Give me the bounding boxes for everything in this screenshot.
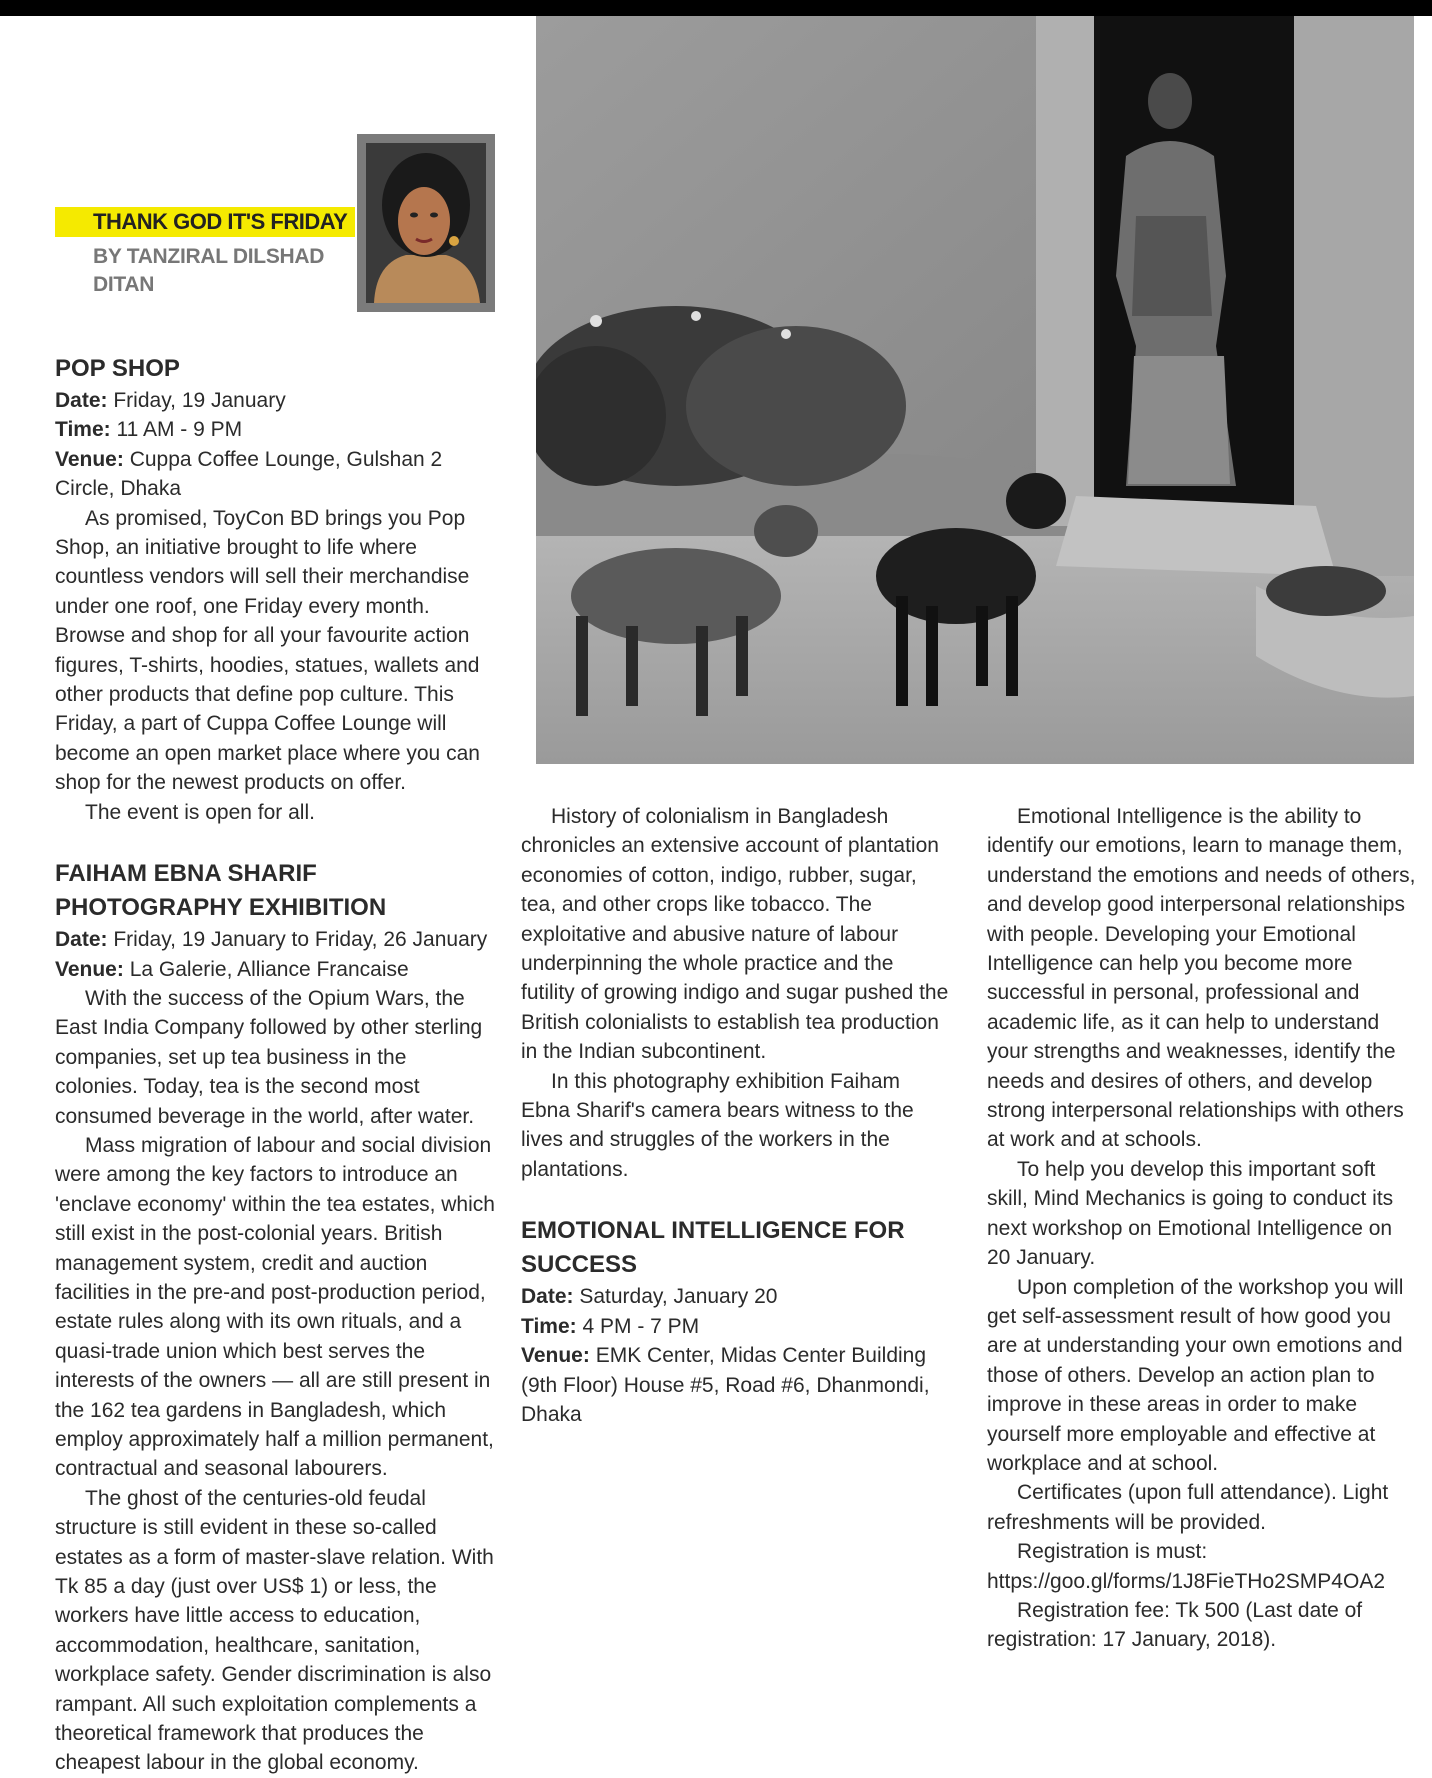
top-border <box>0 0 1432 16</box>
emotional-intelligence-paragraph: To help you develop this important soft skill, Mind Mechanics is going to conduct its next workshop on Emotional Intelligence on 20 January. <box>987 1157 1394 1270</box>
photo-exhibition-paragraph: History of colonialism in Bangladesh chronicles an extensive account of plantation economies of cotton, indigo, rubber, sugar, tea, and other crops like tobacco. The exploitative and abusive nature of labour underpinning the whole practice and the futility of growing indigo and sugar pushed the British colonialists to establish tea production in the Indian subcontinent. <box>521 805 949 1064</box>
emotional-intelligence-title: EMOTIONAL INTELLIGENCE FOR SUCCESS <box>521 1217 905 1279</box>
photo-exhibition-paragraph: With the success of the Opium Wars, the East India Company followed by other sterling companies, set up tea business in the colonies. Today, tea is the second most consumed beverage in the world, after water. <box>55 986 483 1128</box>
pop-shop-paragraph: As promised, ToyCon BD brings you Pop Shop, an initiative brought to life where countless vendors will sell their merchandise under one roof, one Friday every month. Browse and shop for all your favourite action figures, T-shirts, hoodies, statues, wallets and other products that define pop culture. This Friday, a part of Cuppa Coffee Lounge will become an open market place where you can shop for the newest products on offer. <box>55 506 480 795</box>
photo-exhibition-paragraph: The ghost of the centuries-old feudal structure is still evident in these so-called estates as a form of master-slave relation. With Tk 85 a day (just over US$ 1) or less, the workers have little access to education, accommodation, healthcare, sanitation, workplace safety. Gender discrimination is also rampant. All such exploitation complements a theoretical framework that produces the cheapest labour in the global economy. <box>55 1486 494 1775</box>
registration-link[interactable]: Registration is must: https://goo.gl/forms/1J8FieTHo2SMP4OA2 <box>987 1540 1386 1593</box>
photo-exhibition-venue: Venue: La Galerie, Alliance Francaise <box>55 957 409 981</box>
exhibition-photo <box>536 16 1414 764</box>
column-3 <box>987 802 1417 1655</box>
pop-shop-title: POP SHOP <box>55 355 180 382</box>
pop-shop-venue: Venue: Cuppa Coffee Lounge, Gulshan 2 Circle, Dhaka <box>55 447 443 501</box>
emotional-intelligence-time: Time: 4 PM - 7 PM <box>521 1314 700 1338</box>
byline: BY TANZIRAL DILSHAD DITAN <box>93 245 325 296</box>
photo-exhibition-date: Date: Friday, 19 January to Friday, 26 January <box>55 928 488 952</box>
emotional-intelligence-paragraph: Registration fee: Tk 500 (Last date of registration: 17 January, 2018). <box>987 1598 1363 1652</box>
column-tag: THANK GOD IT'S FRIDAY <box>55 207 355 237</box>
column-header <box>55 207 355 299</box>
emotional-intelligence-paragraph: Emotional Intelligence is the ability to identify our emotions, learn to manage them, understand the emotions and needs of others, and develop good interpersonal relationships with people. Developing your Emotional Intelligence can help you become more successful in personal, professional and academic life, as it can help to understand your strengths and weaknesses, identify the needs and desires of others, and develop strong interpersonal relationships with others at work and at schools. <box>987 805 1416 1152</box>
photo-exhibition-title: FAIHAM EBNA SHARIF PHOTOGRAPHY EXHIBITION <box>55 860 387 922</box>
column-1 <box>55 352 495 1778</box>
photo-exhibition-paragraph: In this photography exhibition Faiham Ebna Sharif's camera bears witness to the lives and struggles of the workers in the plantations. <box>521 1069 914 1181</box>
emotional-intelligence-date: Date: Saturday, January 20 <box>521 1285 778 1309</box>
column-2 <box>521 802 951 1429</box>
pop-shop-paragraph: The event is open for all. <box>85 800 315 824</box>
pop-shop-date: Date: Friday, 19 January <box>55 389 286 412</box>
photo-exhibition-paragraph: Mass migration of labour and social division were among the key factors to introduce an 'enclave economy' within the tea estates, which still exist in the post-colonial years. British management system, credit and auction facilities in the pre-and post-production period, estate rules along with its own rituals, and a quasi-trade union which best serves the interests of the owners — all are still present in the 162 tea gardens in Bangladesh, which employ approximately half a million permanent, contractual and seasonal labourers. <box>55 1133 495 1481</box>
emotional-intelligence-paragraph: Upon completion of the workshop you will get self-assessment result of how good you are at understanding your own emotions and those of others. Develop an action plan to improve in these areas in order to make yourself more employable and effective at workplace and at school. <box>987 1275 1404 1475</box>
pop-shop-time: Time: 11 AM - 9 PM <box>55 418 243 442</box>
emotional-intelligence-paragraph: Certificates (upon full attendance). Light refreshments will be provided. <box>987 1481 1389 1534</box>
author-avatar <box>357 134 495 312</box>
emotional-intelligence-venue: Venue: EMK Center, Midas Center Building (9th Floor) House #5, Road #6, Dhanmondi, Dhaka <box>521 1344 930 1426</box>
